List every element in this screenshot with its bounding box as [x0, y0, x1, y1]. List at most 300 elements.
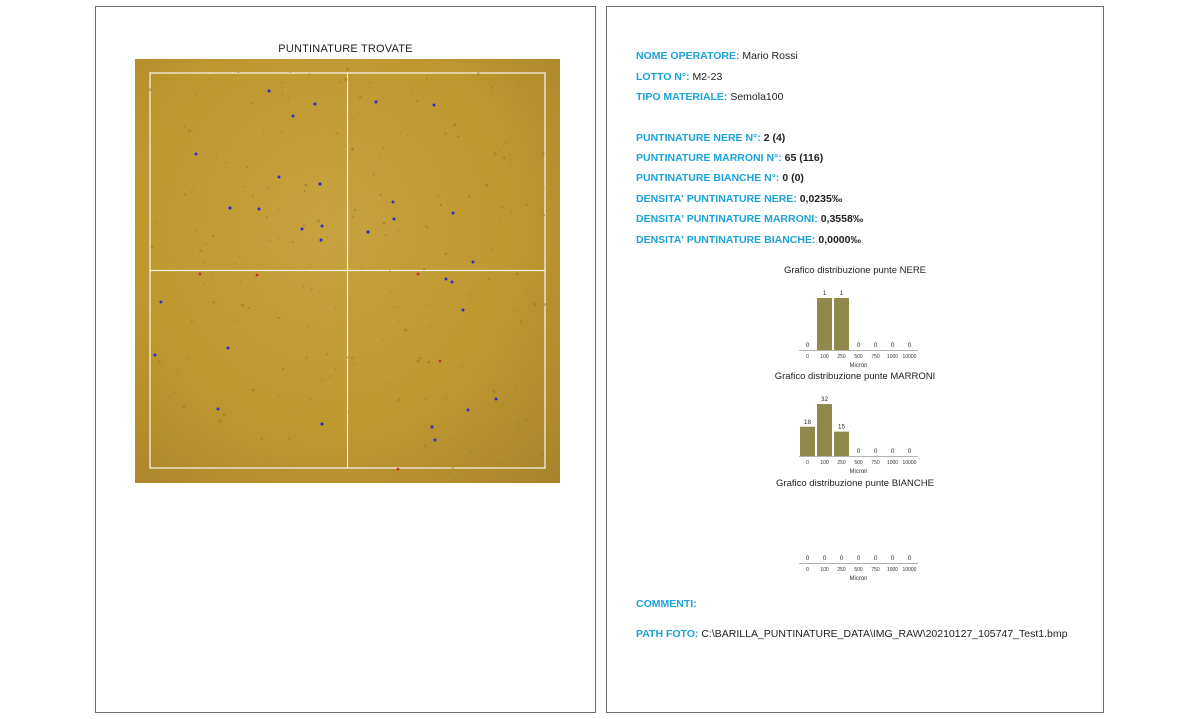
texture-speck: [417, 360, 420, 363]
texture-speck: [404, 329, 407, 332]
black-speck-marker: [433, 104, 436, 107]
black-speck-marker: [319, 183, 322, 186]
texture-speck: [257, 366, 258, 367]
texture-speck: [505, 93, 507, 95]
texture-speck: [468, 195, 471, 198]
texture-speck: [297, 410, 299, 412]
texture-speck: [415, 454, 416, 455]
texture-speck: [468, 294, 471, 297]
texture-speck: [506, 82, 508, 84]
texture-speck: [192, 88, 194, 90]
texture-speck: [526, 204, 528, 206]
x-tick-label: 250: [837, 460, 846, 466]
stat-brown-density: [636, 213, 863, 225]
texture-speck: [528, 294, 529, 295]
texture-speck: [248, 307, 250, 309]
texture-speck: [519, 82, 521, 84]
texture-speck: [259, 215, 261, 217]
texture-speck: [161, 215, 163, 217]
black-speck-marker: [462, 309, 465, 312]
chart-brown: [797, 388, 922, 483]
texture-speck: [328, 375, 331, 378]
texture-speck: [321, 379, 324, 382]
texture-speck: [236, 319, 239, 322]
texture-speck: [525, 289, 528, 292]
texture-speck: [518, 427, 520, 429]
texture-speck: [252, 194, 254, 196]
texture-speck: [463, 361, 465, 363]
texture-speck: [191, 320, 193, 322]
stat-black-count: [636, 132, 785, 144]
texture-speck: [267, 456, 270, 459]
texture-speck: [453, 154, 454, 155]
texture-speck: [151, 246, 153, 248]
black-speck-marker: [393, 218, 396, 221]
texture-speck: [250, 363, 251, 364]
chart-brown-svg: [797, 388, 922, 478]
stat-white-count: [636, 172, 804, 184]
brown-speck-marker: [397, 468, 400, 471]
texture-speck: [145, 110, 147, 112]
bar-value-label: 0: [890, 342, 895, 349]
texture-speck: [250, 457, 252, 459]
brown-speck-marker: [256, 274, 259, 277]
texture-speck: [444, 132, 446, 134]
x-tick-label: 0: [806, 567, 809, 573]
texture-speck: [499, 150, 500, 151]
texture-speck: [477, 72, 480, 75]
black-speck-marker: [321, 423, 324, 426]
texture-speck: [195, 93, 197, 95]
texture-speck: [497, 133, 499, 135]
texture-speck: [479, 235, 480, 236]
texture-speck: [205, 243, 207, 245]
texture-speck: [184, 194, 186, 196]
texture-speck: [432, 315, 434, 317]
black-speck-marker: [367, 231, 370, 234]
bar: [817, 404, 832, 456]
texture-speck: [239, 303, 241, 305]
texture-speck: [213, 301, 216, 304]
texture-speck: [539, 356, 542, 359]
texture-speck: [175, 372, 177, 374]
bar-value-label: 0: [890, 555, 895, 562]
x-tick-label: 500: [854, 567, 863, 573]
texture-speck: [226, 162, 228, 164]
x-tick-label: 750: [871, 460, 880, 466]
stat-white-density: [636, 234, 861, 246]
texture-speck: [322, 94, 324, 96]
chart-white-svg: [797, 495, 922, 585]
operator-value: Mario Rossi: [742, 50, 798, 62]
texture-speck: [444, 252, 447, 255]
texture-speck: [256, 389, 257, 390]
texture-speck: [378, 157, 380, 159]
texture-speck: [541, 452, 544, 455]
texture-speck: [452, 467, 454, 469]
texture-speck: [491, 327, 493, 329]
texture-speck: [275, 313, 276, 314]
texture-speck: [375, 166, 377, 168]
stat-brown-count: [636, 152, 823, 164]
texture-speck: [277, 317, 279, 319]
texture-speck: [440, 204, 442, 206]
black-speck-marker: [392, 201, 395, 204]
texture-speck: [317, 220, 320, 223]
texture-speck: [219, 419, 222, 422]
texture-speck: [167, 298, 169, 300]
texture-speck: [164, 231, 165, 232]
texture-speck: [426, 227, 429, 230]
texture-speck: [385, 234, 387, 236]
texture-speck: [351, 357, 353, 359]
texture-speck: [509, 154, 511, 156]
texture-speck: [373, 174, 375, 176]
texture-speck: [490, 249, 492, 251]
bar-value-label: 32: [820, 396, 829, 403]
texture-speck: [488, 278, 490, 280]
texture-speck: [194, 230, 197, 233]
texture-speck: [280, 130, 283, 133]
x-tick-label: 100: [820, 354, 829, 360]
black-speck-marker: [258, 208, 261, 211]
black-speck-marker: [434, 439, 437, 442]
bar-value-label: 0: [907, 448, 912, 455]
texture-speck: [411, 93, 412, 94]
texture-speck: [274, 273, 276, 275]
texture-speck: [361, 268, 363, 270]
material-label: TIPO MATERIALE:: [636, 91, 728, 103]
texture-speck: [166, 460, 168, 462]
texture-speck: [416, 100, 418, 102]
bar-value-label: 0: [805, 342, 810, 349]
texture-speck: [389, 381, 391, 383]
texture-speck: [335, 307, 336, 308]
texture-speck: [351, 148, 354, 151]
texture-speck: [447, 204, 448, 205]
texture-speck: [224, 204, 225, 205]
texture-speck: [277, 396, 279, 398]
texture-speck: [499, 216, 500, 217]
texture-speck: [530, 154, 532, 156]
texture-speck: [397, 306, 399, 308]
texture-speck: [461, 366, 464, 369]
texture-speck: [334, 368, 336, 370]
texture-speck: [510, 397, 512, 399]
brown-speck-marker: [199, 273, 202, 276]
texture-speck: [237, 71, 239, 73]
x-tick-label: 100: [820, 460, 829, 466]
texture-speck: [353, 364, 356, 367]
chart-title-black: Grafico distribuzione punte NERE: [783, 265, 927, 276]
texture-speck: [240, 281, 241, 282]
texture-speck: [266, 187, 269, 190]
texture-speck: [159, 246, 161, 248]
texture-speck: [310, 288, 313, 291]
texture-speck: [294, 425, 295, 426]
x-tick-label: 250: [837, 567, 846, 573]
texture-speck: [331, 84, 333, 86]
texture-speck: [216, 301, 218, 303]
texture-speck: [500, 462, 502, 464]
texture-speck: [533, 303, 536, 306]
texture-speck: [398, 320, 400, 322]
texture-speck: [407, 135, 409, 137]
texture-speck: [354, 209, 356, 211]
bar-value-label: 18: [803, 418, 812, 426]
sample-photo: [135, 59, 560, 483]
texture-speck: [441, 419, 443, 421]
texture-speck: [531, 287, 533, 289]
texture-speck: [318, 291, 320, 293]
bar-value-label: 0: [873, 448, 878, 455]
texture-speck: [380, 194, 382, 196]
texture-speck: [517, 446, 518, 447]
bar-value-label: 0: [873, 555, 878, 562]
texture-speck: [336, 132, 338, 134]
texture-speck: [516, 273, 518, 275]
texture-speck: [437, 195, 439, 197]
texture-speck: [520, 321, 523, 324]
texture-speck: [538, 301, 539, 302]
bar-value-label: 0: [907, 342, 912, 349]
texture-speck: [345, 78, 348, 81]
texture-speck: [517, 423, 519, 425]
texture-speck: [348, 411, 350, 413]
texture-speck: [282, 82, 284, 84]
texture-speck: [423, 268, 425, 270]
texture-speck: [246, 166, 248, 168]
x-tick-label: 1000: [886, 354, 899, 360]
texture-speck: [427, 361, 430, 364]
texture-speck: [208, 78, 211, 81]
texture-speck: [314, 391, 316, 393]
texture-speck: [514, 386, 516, 388]
stat-label: PUNTINATURE NERE N°:: [636, 132, 761, 144]
x-tick-label: 500: [854, 460, 863, 466]
stat-black-density: [636, 193, 842, 205]
texture-speck: [289, 71, 291, 73]
operator-field: [636, 50, 798, 62]
stat-value: 0,3558‰: [820, 213, 864, 225]
texture-speck: [307, 325, 310, 328]
texture-speck: [352, 216, 354, 218]
texture-speck: [308, 73, 310, 75]
stat-value: 0,0000‰: [818, 234, 861, 246]
texture-speck: [177, 370, 180, 373]
black-speck-marker: [229, 207, 232, 210]
texture-speck: [468, 255, 471, 258]
texture-speck: [445, 322, 447, 324]
left-report-page: [95, 6, 596, 713]
texture-speck: [234, 262, 237, 265]
x-axis-label: Micron: [849, 363, 868, 369]
bar-value-label: 0: [890, 448, 895, 455]
texture-speck: [351, 117, 354, 120]
texture-speck: [383, 332, 384, 333]
texture-speck: [326, 236, 328, 238]
texture-speck: [510, 210, 512, 212]
x-tick-label: 0: [806, 354, 809, 360]
texture-speck: [451, 437, 452, 438]
black-speck-marker: [227, 347, 230, 350]
texture-speck: [305, 184, 308, 187]
texture-speck: [211, 277, 212, 278]
texture-speck: [494, 152, 497, 155]
stat-value: 0,0235‰: [799, 193, 843, 205]
texture-speck: [228, 395, 230, 397]
bar: [817, 298, 832, 350]
brown-speck-marker: [417, 273, 420, 276]
bar-value-label: 0: [873, 342, 878, 349]
chart-white: [797, 495, 922, 590]
texture-speck: [448, 473, 450, 475]
texture-speck: [303, 224, 305, 226]
texture-speck: [358, 351, 359, 352]
texture-speck: [398, 399, 400, 401]
texture-speck: [261, 438, 263, 440]
black-speck-marker: [321, 225, 324, 228]
texture-speck: [215, 154, 217, 156]
texture-speck: [347, 356, 349, 358]
bar-value-label: 0: [805, 555, 810, 562]
comments-field: [636, 598, 697, 610]
black-speck-marker: [495, 398, 498, 401]
stat-label: DENSITA' PUNTINATURE NERE:: [636, 193, 797, 205]
x-tick-label: 10000: [902, 460, 917, 466]
texture-speck: [292, 241, 294, 243]
texture-speck: [190, 190, 193, 193]
texture-speck: [240, 171, 241, 172]
texture-speck: [278, 237, 279, 238]
texture-speck: [346, 68, 348, 70]
texture-speck: [288, 439, 290, 441]
chart-title-white: Grafico distribuzione punte BIANCHE: [776, 478, 934, 489]
texture-speck: [501, 207, 502, 208]
texture-speck: [287, 97, 289, 99]
bar-value-label: 1: [839, 290, 844, 297]
lot-field: [636, 71, 722, 83]
texture-speck: [397, 230, 399, 232]
texture-speck: [394, 462, 395, 463]
texture-speck: [425, 225, 427, 227]
texture-speck: [287, 471, 289, 473]
texture-speck: [262, 133, 263, 134]
texture-speck: [251, 102, 253, 104]
texture-speck: [400, 132, 402, 134]
black-speck-marker: [445, 278, 448, 281]
lot-value: M2-23: [692, 71, 723, 83]
texture-speck: [183, 125, 185, 127]
texture-speck: [252, 389, 255, 392]
texture-speck: [391, 419, 393, 421]
texture-speck: [299, 75, 301, 77]
texture-speck: [224, 69, 226, 71]
texture-speck: [302, 285, 305, 288]
x-tick-label: 10000: [902, 567, 917, 573]
texture-speck: [418, 185, 420, 187]
texture-speck: [172, 87, 174, 89]
texture-speck: [215, 127, 217, 129]
texture-speck: [419, 357, 422, 360]
texture-speck: [523, 86, 526, 89]
texture-speck: [514, 343, 517, 346]
texture-speck: [404, 94, 405, 95]
texture-speck: [426, 304, 428, 306]
bar-value-label: 15: [837, 423, 846, 431]
texture-speck: [382, 148, 384, 150]
texture-speck: [222, 414, 225, 417]
texture-speck: [241, 304, 244, 307]
texture-speck: [233, 334, 235, 336]
texture-speck: [268, 239, 271, 242]
texture-speck: [485, 184, 488, 187]
texture-speck: [382, 340, 383, 341]
stat-label: DENSITA' PUNTINATURE BIANCHE:: [636, 234, 816, 246]
x-axis-label: Micron: [849, 469, 868, 475]
texture-speck: [331, 207, 333, 209]
texture-speck: [167, 370, 169, 372]
texture-speck: [525, 419, 528, 422]
stat-label: PUNTINATURE BIANCHE N°:: [636, 172, 780, 184]
texture-speck: [359, 96, 362, 99]
texture-speck: [167, 404, 169, 406]
black-speck-marker: [320, 239, 323, 242]
texture-speck: [369, 82, 371, 84]
x-tick-label: 1000: [886, 460, 899, 466]
texture-speck: [239, 257, 241, 259]
texture-speck: [183, 273, 185, 275]
texture-speck: [310, 399, 312, 401]
x-tick-label: 750: [871, 354, 880, 360]
texture-speck: [424, 398, 426, 400]
texture-speck: [548, 192, 550, 194]
black-speck-marker: [217, 408, 220, 411]
texture-speck: [223, 181, 225, 183]
texture-speck: [244, 185, 246, 187]
x-tick-label: 10000: [902, 354, 917, 360]
texture-speck: [544, 188, 545, 189]
texture-speck: [303, 190, 305, 192]
texture-speck: [531, 123, 533, 125]
texture-speck: [513, 103, 515, 105]
chart-black-svg: [797, 282, 922, 372]
texture-speck: [212, 235, 214, 237]
stat-label: DENSITA' PUNTINATURE MARRONI:: [636, 213, 818, 225]
texture-speck: [390, 291, 391, 292]
texture-speck: [326, 353, 328, 355]
bar-value-label: 0: [839, 555, 844, 562]
texture-speck: [377, 99, 380, 102]
texture-speck: [499, 329, 501, 331]
lot-label: LOTTO N°:: [636, 71, 690, 83]
black-speck-marker: [452, 212, 455, 215]
right-report-page: [606, 6, 1104, 713]
texture-speck: [338, 81, 340, 83]
x-tick-label: 0: [806, 460, 809, 466]
chart-title-brown: Grafico distribuzione punte MARRONI: [774, 371, 936, 382]
texture-speck: [509, 159, 512, 162]
texture-speck: [543, 214, 545, 216]
x-axis-label: Micron: [849, 576, 868, 582]
photo-path-field: [636, 628, 1067, 640]
texture-speck: [364, 122, 366, 124]
chart-black: [797, 282, 922, 377]
texture-speck: [276, 362, 277, 363]
texture-speck: [282, 94, 284, 96]
texture-speck: [178, 263, 180, 265]
texture-speck: [428, 326, 431, 329]
